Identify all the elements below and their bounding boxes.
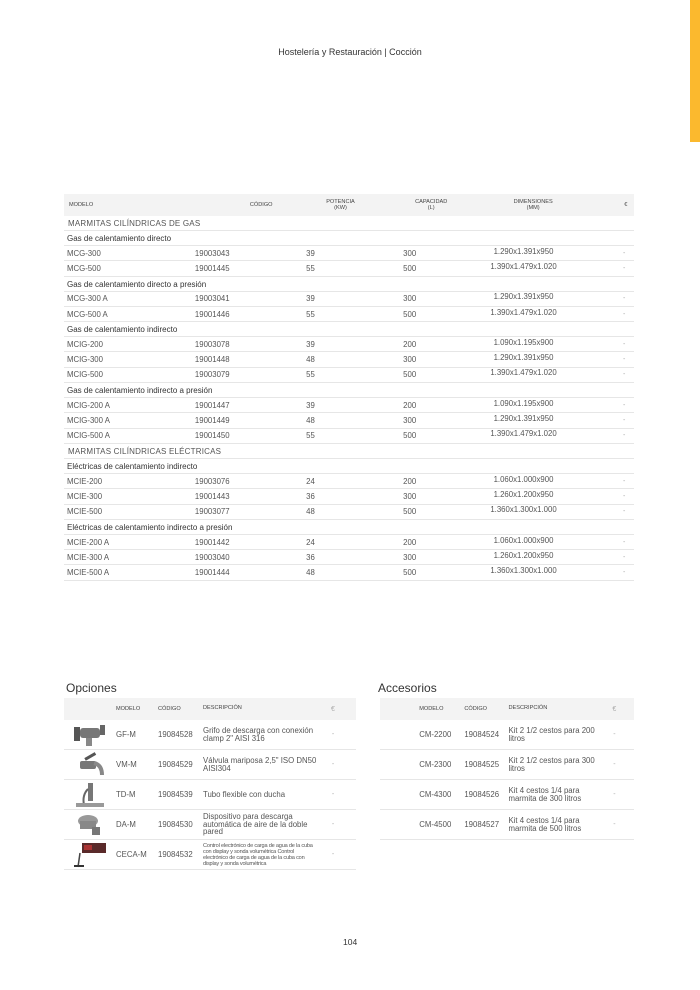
product-group-heading: Eléctricas de calentamiento indirecto <box>64 459 634 474</box>
accessory-price: - <box>613 761 616 768</box>
options-table-header <box>64 698 356 720</box>
option-model: CECA-M <box>116 850 147 859</box>
option-row <box>64 750 356 780</box>
col-header-dimensions-label: DIMENSIONES <box>513 199 553 205</box>
cell-dimensions: 1.290x1.391x950 <box>493 353 554 363</box>
cell-dimensions: 1.090x1.195x900 <box>493 398 554 408</box>
cell-model: MCIG-300 <box>67 355 103 365</box>
accessories-col-price: € <box>612 705 617 713</box>
cell-power: 48 <box>306 416 315 426</box>
product-group-heading: Eléctricas de calentamiento indirecto a presión <box>64 520 634 535</box>
cell-model: MCIE-300 A <box>67 552 110 562</box>
cell-code: 19001443 <box>194 491 230 501</box>
cell-price: - <box>622 553 626 561</box>
cell-price: - <box>622 477 626 485</box>
option-row <box>64 810 356 840</box>
cell-capacity: 500 <box>403 309 417 319</box>
cell-capacity: 300 <box>403 552 417 562</box>
cell-code: 19003041 <box>194 294 230 304</box>
option-code: 19084529 <box>158 760 193 769</box>
cell-code: 19001448 <box>194 355 230 365</box>
option-code: 19084539 <box>158 790 193 799</box>
air-release-device-icon <box>64 811 116 839</box>
cell-capacity: 200 <box>403 339 417 349</box>
table-row <box>64 368 634 383</box>
options-col-description: DESCRIPCIÓN <box>203 705 242 712</box>
product-group-heading: Gas de calentamiento indirecto <box>64 322 634 337</box>
accessory-code: 19084527 <box>464 820 500 829</box>
option-row <box>64 720 356 750</box>
cell-capacity: 300 <box>403 294 417 304</box>
cell-capacity: 500 <box>403 568 417 578</box>
accessories-col-description: DESCRIPCIÓN <box>508 705 548 712</box>
cell-model: MCG-300 <box>67 248 101 258</box>
cell-price: - <box>622 340 626 348</box>
cell-model: MCIG-200 <box>67 339 103 349</box>
accessory-row <box>380 750 634 780</box>
cell-power: 55 <box>306 370 315 380</box>
cell-dimensions: 1.060x1.000x900 <box>493 535 554 545</box>
table-row <box>64 429 634 444</box>
cell-code: 19003079 <box>194 370 230 380</box>
cell-model: MCG-500 <box>67 263 101 273</box>
cell-model: MCIE-200 <box>67 476 103 486</box>
cell-model: MCG-300 A <box>67 294 108 304</box>
cell-dimensions: 1.390x1.479x1.020 <box>490 307 557 317</box>
col-header-power <box>322 199 359 211</box>
cell-model: MCIG-500 <box>67 370 103 380</box>
accessory-description: Kit 2 1/2 cestos para 300 litros <box>508 756 595 773</box>
cell-model: MCIE-200 A <box>67 537 110 547</box>
spec-table <box>64 194 634 581</box>
cell-code: 19001450 <box>194 431 230 441</box>
cell-model: MCIE-500 <box>67 507 103 517</box>
page-number: 104 <box>343 937 358 947</box>
cell-model: MCIG-500 A <box>67 431 110 441</box>
cell-capacity: 200 <box>403 537 417 547</box>
table-row <box>64 337 634 352</box>
option-price: - <box>331 761 335 768</box>
drain-valve-icon <box>64 722 116 748</box>
cell-capacity: 300 <box>403 491 417 501</box>
accessory-price: - <box>613 791 616 798</box>
product-group-heading: Gas de calentamiento directo a presión <box>64 277 634 292</box>
accessory-description: Kit 4 cestos 1/4 para marmita de 500 litros <box>508 816 582 833</box>
cell-dimensions: 1.290x1.391x950 <box>493 414 554 424</box>
col-header-power-unit: (KW) <box>334 205 347 211</box>
spec-table-body <box>64 216 634 581</box>
cell-price: - <box>622 264 626 272</box>
cell-power: 55 <box>306 309 315 319</box>
col-header-code: CÓDIGO <box>249 202 273 208</box>
cell-dimensions: 1.390x1.479x1.020 <box>490 429 557 439</box>
cell-power: 39 <box>306 248 315 258</box>
accessory-code: 19084524 <box>464 730 500 739</box>
accessories-table <box>380 698 634 840</box>
accessories-col-model: MODELO <box>419 706 444 712</box>
option-description: Tubo flexible con ducha <box>203 789 286 799</box>
cell-code: 19003078 <box>194 339 230 349</box>
col-header-capacity-unit: (L) <box>427 205 435 211</box>
cell-model: MCIE-300 <box>67 491 103 501</box>
accessory-description: Kit 2 1/2 cestos para 200 litros <box>508 726 595 743</box>
butterfly-valve-icon <box>64 752 116 778</box>
cell-model: MCIG-200 A <box>67 400 110 410</box>
cell-power: 24 <box>306 476 315 486</box>
accessory-row <box>380 720 634 750</box>
cell-power: 55 <box>306 431 315 441</box>
cell-price: - <box>622 492 626 500</box>
accessory-model: CM-4500 <box>419 820 452 829</box>
option-description: Dispositivo para descarga automática de aire de la doble pared <box>203 812 308 837</box>
cell-capacity: 300 <box>403 355 417 365</box>
cell-power: 36 <box>306 491 315 501</box>
cell-code: 19001446 <box>194 309 230 319</box>
option-code: 19084530 <box>158 820 193 829</box>
option-code: 19084532 <box>158 850 193 859</box>
table-row <box>64 246 634 261</box>
shower-hose-icon <box>64 781 116 809</box>
table-row <box>64 307 634 322</box>
option-model: VM-M <box>116 760 137 769</box>
options-col-code: CÓDIGO <box>158 706 181 712</box>
cell-dimensions: 1.260x1.200x950 <box>493 550 554 560</box>
cell-dimensions: 1.260x1.200x950 <box>493 489 554 499</box>
cell-code: 19003040 <box>194 552 230 562</box>
table-row <box>64 550 634 565</box>
table-row <box>64 352 634 367</box>
product-group-heading: Gas de calentamiento indirecto a presión <box>64 383 634 398</box>
cell-price: - <box>622 249 626 257</box>
option-row <box>64 840 356 870</box>
accessory-price: - <box>613 731 616 738</box>
table-row <box>64 261 634 276</box>
option-model: DA-M <box>116 820 136 829</box>
cell-code: 19003043 <box>194 248 230 258</box>
cell-capacity: 300 <box>403 416 417 426</box>
table-row <box>64 292 634 307</box>
table-row <box>64 535 634 550</box>
cell-code: 19001447 <box>194 400 230 410</box>
cell-power: 55 <box>306 263 315 273</box>
col-header-dimensions-unit: (MM) <box>526 205 540 211</box>
cell-price: - <box>622 538 626 546</box>
accessory-model: CM-2200 <box>419 730 452 739</box>
accessory-model: CM-4300 <box>419 790 452 799</box>
table-row <box>64 474 634 489</box>
option-model: GF-M <box>116 730 136 739</box>
cell-capacity: 300 <box>403 248 417 258</box>
cell-power: 48 <box>306 568 315 578</box>
cell-code: 19001445 <box>194 263 230 273</box>
cell-model: MCG-500 A <box>67 309 108 319</box>
options-title: Opciones <box>66 681 117 695</box>
accessories-table-header <box>380 698 634 720</box>
table-row <box>64 413 634 428</box>
cell-power: 39 <box>306 294 315 304</box>
cell-dimensions: 1.360x1.300x1.000 <box>490 505 557 515</box>
accessory-code: 19084526 <box>464 790 500 799</box>
product-group-heading: Gas de calentamiento directo <box>64 231 634 246</box>
cell-price: - <box>622 432 626 440</box>
table-row <box>64 489 634 504</box>
cell-price: - <box>622 417 626 425</box>
accessory-code: 19084525 <box>464 760 500 769</box>
electronic-control-icon <box>64 841 116 869</box>
option-row <box>64 780 356 810</box>
col-header-capacity <box>409 199 454 211</box>
option-code: 19084528 <box>158 730 193 739</box>
cell-model: MCIE-500 A <box>67 568 110 578</box>
option-model: TD-M <box>116 790 136 799</box>
cell-price: - <box>622 356 626 364</box>
cell-dimensions: 1.390x1.479x1.020 <box>490 261 557 271</box>
cell-price: - <box>622 508 626 516</box>
col-header-capacity-label: CAPACIDAD <box>415 199 448 205</box>
spec-table-header <box>64 194 634 216</box>
cell-power: 39 <box>306 339 315 349</box>
cell-price: - <box>622 310 626 318</box>
accessories-table-body <box>380 720 634 840</box>
option-description: Control electrónico de carga de agua de la cuba con display y sonda volumétrica Control electrónico de carga de agua de la cuba con display y sonda volumétrica <box>203 842 313 867</box>
cell-price: - <box>622 569 626 577</box>
cell-capacity: 200 <box>403 476 417 486</box>
cell-power: 36 <box>306 552 315 562</box>
cell-power: 48 <box>306 507 315 517</box>
accessory-description: Kit 4 cestos 1/4 para marmita de 300 litros <box>508 786 582 803</box>
cell-dimensions: 1.290x1.391x950 <box>493 246 554 256</box>
cell-dimensions: 1.290x1.391x950 <box>493 292 554 302</box>
cell-power: 39 <box>306 400 315 410</box>
option-description: Grifo de descarga con conexión clamp 2" AISI 316 <box>203 726 314 743</box>
option-price: - <box>331 851 335 858</box>
cell-code: 19001449 <box>194 416 230 426</box>
option-price: - <box>331 731 335 738</box>
accessory-price: - <box>613 821 616 828</box>
option-price: - <box>331 821 335 828</box>
option-price: - <box>331 791 335 798</box>
options-col-price: € <box>331 705 335 713</box>
accessory-row <box>380 780 634 810</box>
cell-dimensions: 1.360x1.300x1.000 <box>490 566 557 576</box>
table-row <box>64 565 634 580</box>
option-description: Válvula mariposa 2,5" ISO DN50 AISI304 <box>203 756 317 773</box>
col-header-power-label: POTENCIA <box>326 199 355 205</box>
accessory-model: CM-2300 <box>419 760 452 769</box>
accessory-row <box>380 810 634 840</box>
col-header-model: MODELO <box>69 202 94 208</box>
col-header-price: € <box>624 202 628 208</box>
table-row <box>64 505 634 520</box>
cell-code: 19003076 <box>194 476 230 486</box>
product-family-heading: MARMITAS CILÍNDRICAS ELÉCTRICAS <box>64 444 634 459</box>
accessories-title: Accesorios <box>378 681 437 695</box>
cell-power: 24 <box>306 537 315 547</box>
cell-code: 19001442 <box>194 537 230 547</box>
cell-dimensions: 1.390x1.479x1.020 <box>490 368 557 378</box>
table-row <box>64 398 634 413</box>
cell-capacity: 500 <box>403 370 417 380</box>
cell-price: - <box>622 371 626 379</box>
accessories-col-code: CÓDIGO <box>464 706 488 712</box>
col-header-dimensions <box>501 199 566 211</box>
cell-model: MCIG-300 A <box>67 416 110 426</box>
cell-dimensions: 1.090x1.195x900 <box>493 337 554 347</box>
cell-code: 19001444 <box>194 568 230 578</box>
cell-power: 48 <box>306 355 315 365</box>
cell-capacity: 200 <box>403 400 417 410</box>
product-family-heading: MARMITAS CILÍNDRICAS DE GAS <box>64 216 634 231</box>
options-col-model: MODELO <box>116 706 141 712</box>
cell-capacity: 500 <box>403 263 417 273</box>
section-accent-bar <box>690 0 700 142</box>
options-table <box>64 698 356 870</box>
page-header: Hostelería y Restauración | Cocción <box>278 47 422 57</box>
cell-price: - <box>622 401 626 409</box>
cell-dimensions: 1.060x1.000x900 <box>493 474 554 484</box>
cell-capacity: 500 <box>403 431 417 441</box>
cell-capacity: 500 <box>403 507 417 517</box>
cell-code: 19003077 <box>194 507 230 517</box>
cell-price: - <box>622 295 626 303</box>
options-table-body <box>64 720 356 870</box>
